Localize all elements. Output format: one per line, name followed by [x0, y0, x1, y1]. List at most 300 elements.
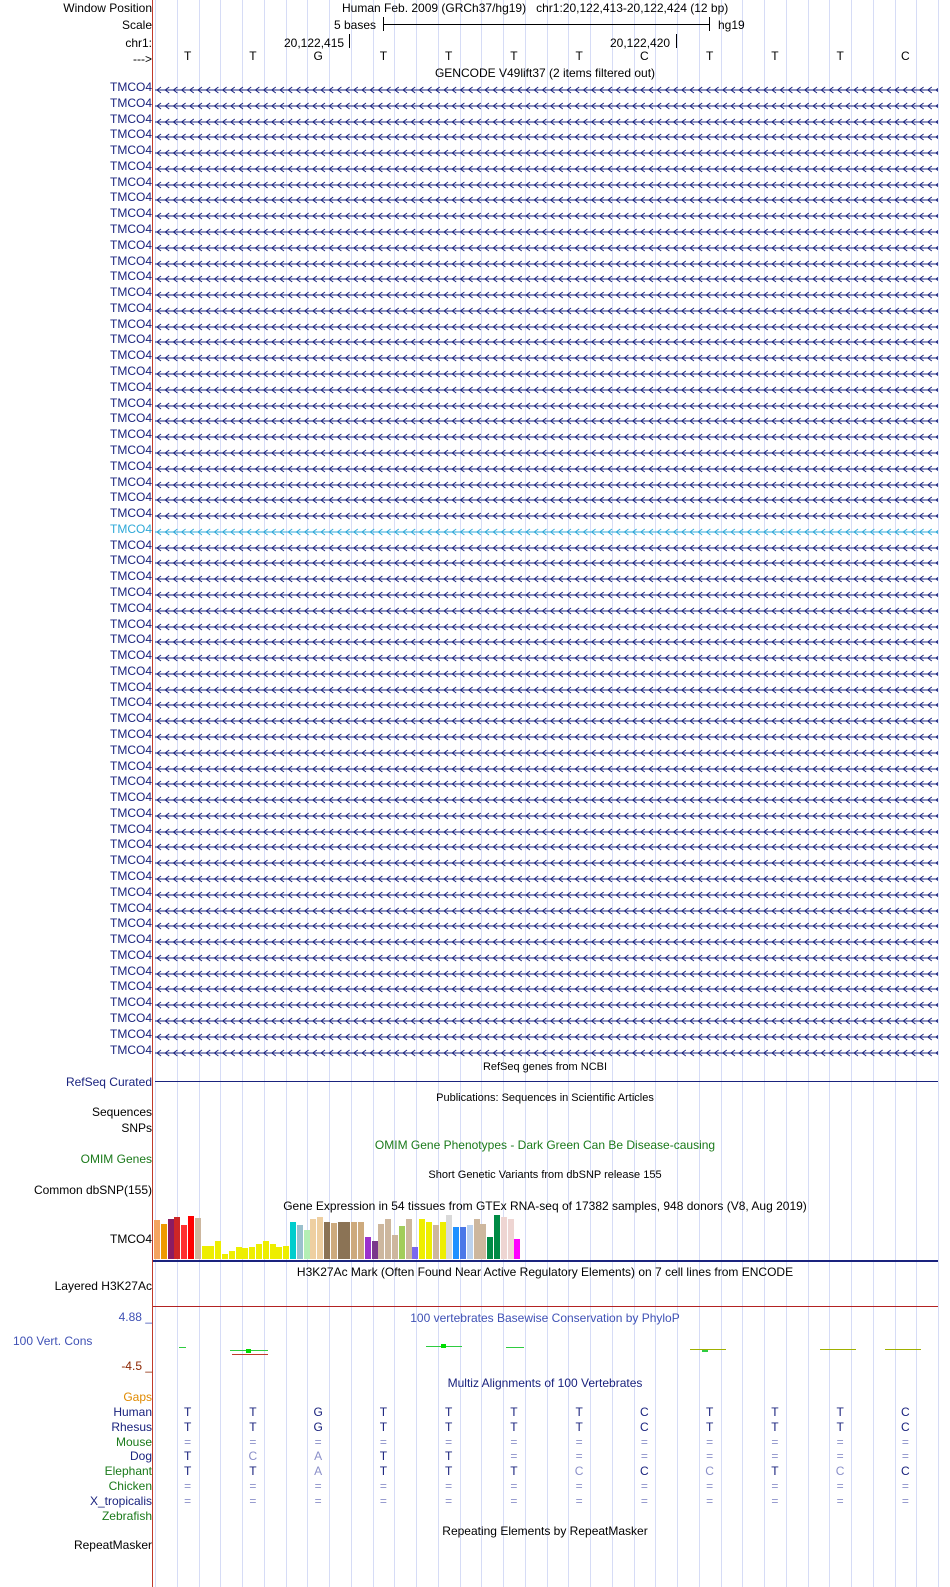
gtex-tissue-bar[interactable]: [412, 1247, 418, 1259]
gencode-transcript[interactable]: [155, 99, 938, 107]
alignment-base: =: [640, 1449, 648, 1464]
dbsnp-label[interactable]: Common dbSNP(155): [33, 1183, 152, 1197]
gencode-transcript[interactable]: [155, 399, 938, 407]
gencode-transcript[interactable]: [155, 635, 938, 643]
gtex-tissue-bar[interactable]: [283, 1246, 289, 1259]
refseq-title: RefSeq genes from NCBI: [482, 1061, 608, 1073]
gtex-tissue-bar[interactable]: [338, 1222, 344, 1259]
gencode-transcript[interactable]: [155, 225, 938, 233]
gencode-gene-label[interactable]: TMCO4: [110, 947, 152, 962]
gtex-tissue-bar[interactable]: [446, 1215, 452, 1259]
gencode-title: GENCODE V49lift37 (2 items filtered out): [434, 66, 656, 80]
gencode-gene-label[interactable]: TMCO4: [110, 174, 152, 189]
h3k27ac-title: H3K27Ac Mark (Often Found Near Active Regulatory Elements) on 7 cell lines from ENCODE: [296, 1265, 794, 1279]
alignment-base: T: [183, 1405, 192, 1419]
alignment-base: T: [444, 1449, 453, 1464]
alignment-base: C: [835, 1464, 845, 1479]
gencode-transcript[interactable]: [155, 888, 938, 896]
base-letter: T: [444, 49, 453, 63]
phylop-max: 4.88 _: [118, 1310, 152, 1324]
alignment-base: T: [379, 1419, 388, 1434]
gencode-gene-label[interactable]: TMCO4: [110, 300, 152, 315]
alignment-base: T: [444, 1419, 453, 1434]
alignment-base: =: [184, 1479, 192, 1493]
gtex-label[interactable]: TMCO4: [110, 1232, 152, 1246]
gtex-tissue-bar[interactable]: [406, 1219, 412, 1259]
gencode-transcript[interactable]: [155, 935, 938, 943]
gencode-gene-label[interactable]: TMCO4: [110, 506, 152, 521]
gencode-transcript[interactable]: [155, 967, 938, 975]
alignment-base: T: [510, 1464, 518, 1479]
species-label[interactable]: Dog: [129, 1449, 152, 1464]
scale-bar-right-tick: [709, 17, 710, 31]
scale-bar: [383, 24, 710, 25]
gencode-gene-label[interactable]: TMCO4: [110, 600, 152, 615]
gencode-transcript[interactable]: [155, 493, 938, 501]
gencode-transcript[interactable]: [155, 1030, 938, 1038]
base-letter: T: [575, 49, 583, 63]
alignment-base: C: [640, 1464, 649, 1479]
gencode-gene-label[interactable]: TMCO4: [110, 553, 152, 568]
alignment-base: T: [510, 1405, 518, 1419]
gtex-tissue-bar[interactable]: [249, 1247, 255, 1259]
gtex-tissue-bar[interactable]: [501, 1217, 507, 1259]
alignment-base: T: [183, 1449, 192, 1464]
gencode-gene-label[interactable]: TMCO4: [110, 884, 152, 899]
scale-bar-left-tick: [383, 17, 384, 31]
gencode-transcript[interactable]: [155, 620, 938, 628]
alignment-base: =: [510, 1479, 518, 1493]
gencode-gene-label[interactable]: TMCO4: [110, 190, 152, 205]
gencode-transcript[interactable]: [155, 1014, 938, 1022]
publications-title: Publications: Sequences in Scientific Articles: [436, 1092, 654, 1104]
phylop-mark: [179, 1347, 186, 1348]
label-separator: [152, 0, 153, 1587]
gencode-transcript[interactable]: [155, 872, 938, 880]
gencode-transcript[interactable]: [155, 762, 938, 770]
gencode-gene-label[interactable]: TMCO4: [110, 995, 152, 1010]
gencode-transcript[interactable]: [155, 83, 938, 91]
gencode-gene-label[interactable]: TMCO4: [110, 427, 152, 442]
gtex-tissue-bar[interactable]: [181, 1225, 187, 1259]
gencode-transcript[interactable]: [155, 951, 938, 959]
gencode-transcript[interactable]: [155, 746, 938, 754]
gencode-transcript[interactable]: [155, 178, 938, 186]
alignment-base: =: [771, 1434, 779, 1449]
gencode-gene-label[interactable]: TMCO4: [110, 158, 152, 173]
gencode-transcript[interactable]: [155, 793, 938, 801]
gencode-gene-label[interactable]: TMCO4: [110, 584, 152, 599]
gencode-gene-label[interactable]: TMCO4: [110, 853, 152, 868]
gtex-tissue-bar[interactable]: [344, 1222, 350, 1259]
alignment-base: T: [575, 1419, 583, 1434]
alignment-base: =: [901, 1434, 909, 1449]
gtex-tissue-bar[interactable]: [208, 1246, 214, 1259]
alignment-base: =: [706, 1493, 714, 1508]
alignment-base: T: [575, 1405, 583, 1419]
repeat-label[interactable]: RepeatMasker: [73, 1538, 152, 1552]
alignment-base: =: [249, 1493, 257, 1508]
alignment-base: T: [249, 1464, 257, 1479]
gtex-tissue-bar[interactable]: [392, 1235, 398, 1259]
gtex-tissue-bar[interactable]: [202, 1246, 208, 1259]
alignment-base: =: [510, 1434, 518, 1449]
gencode-transcript[interactable]: [155, 462, 938, 470]
gencode-gene-label[interactable]: TMCO4: [110, 237, 152, 252]
coord-left-tick: [349, 34, 350, 48]
gencode-transcript[interactable]: [155, 304, 938, 312]
gencode-transcript[interactable]: [155, 904, 938, 912]
db-label: hg19: [718, 18, 745, 32]
gtex-tissue-bar[interactable]: [508, 1219, 514, 1259]
position-header: [342, 1, 728, 15]
gencode-gene-label[interactable]: TMCO4: [110, 916, 152, 931]
gencode-gene-label[interactable]: TMCO4: [110, 569, 152, 584]
gtex-tissue-bar[interactable]: [324, 1222, 330, 1259]
gencode-transcript[interactable]: [155, 777, 938, 785]
gencode-transcript[interactable]: [155, 130, 938, 138]
gencode-gene-label[interactable]: TMCO4: [110, 695, 152, 710]
gencode-gene-label[interactable]: TMCO4: [110, 537, 152, 552]
gencode-transcript[interactable]: [155, 856, 938, 864]
gtex-tissue-bar[interactable]: [174, 1217, 180, 1259]
base-letter: T: [183, 49, 192, 63]
gencode-gene-label[interactable]: TMCO4: [110, 80, 152, 94]
alignment-base: T: [444, 1405, 453, 1419]
gencode-transcript[interactable]: [155, 651, 938, 659]
gtex-tissue-bar[interactable]: [385, 1219, 391, 1259]
alignment-base: T: [249, 1419, 257, 1434]
gencode-gene-label[interactable]: TMCO4: [110, 711, 152, 726]
gencode-gene-label[interactable]: TMCO4: [110, 458, 152, 473]
gtex-tissue-bar[interactable]: [378, 1224, 384, 1259]
gencode-transcript[interactable]: [155, 698, 938, 706]
gencode-gene-label[interactable]: TMCO4: [110, 348, 152, 363]
gtex-tissue-bar[interactable]: [467, 1225, 473, 1259]
alignment-base: =: [184, 1434, 192, 1449]
gencode-gene-label[interactable]: TMCO4: [110, 411, 152, 426]
alignment-base: T: [379, 1405, 388, 1419]
gencode-gene-label[interactable]: TMCO4: [110, 111, 152, 126]
species-label[interactable]: Human: [113, 1405, 152, 1419]
repeat-title: Repeating Elements by RepeatMasker: [442, 1524, 648, 1538]
gencode-gene-label[interactable]: TMCO4: [110, 742, 152, 757]
alignment-base: C: [574, 1464, 584, 1479]
species-label[interactable]: X_tropicalis: [89, 1493, 152, 1508]
gencode-gene-label[interactable]: TMCO4: [110, 616, 152, 631]
gtex-tissue-bar[interactable]: [310, 1219, 316, 1259]
gencode-transcript[interactable]: [155, 525, 938, 533]
gencode-transcript[interactable]: [155, 146, 938, 154]
gtex-tissue-bar[interactable]: [514, 1239, 520, 1259]
gencode-gene-label[interactable]: TMCO4: [110, 869, 152, 883]
gencode-transcript[interactable]: [155, 919, 938, 927]
alignment-base: =: [640, 1493, 648, 1508]
gencode-transcript[interactable]: [155, 335, 938, 343]
window-position-label: Window Position: [63, 1, 152, 15]
gencode-gene-label[interactable]: TMCO4: [110, 521, 152, 536]
gencode-transcript[interactable]: [155, 509, 938, 517]
base-letter: T: [379, 49, 388, 63]
alignment-base: T: [771, 1405, 779, 1419]
gtex-tissue-bar[interactable]: [290, 1222, 296, 1259]
alignment-base: =: [836, 1434, 844, 1449]
alignment-base: =: [836, 1493, 844, 1508]
gencode-transcript[interactable]: [155, 383, 938, 391]
alignment-base: G: [313, 1405, 323, 1419]
alignment-base: =: [575, 1449, 583, 1464]
gtex-tissue-bar[interactable]: [154, 1220, 160, 1259]
gtex-tissue-bar[interactable]: [433, 1225, 439, 1259]
gtex-tissue-bar[interactable]: [188, 1216, 194, 1259]
alignment-base: =: [314, 1434, 322, 1449]
phylop-mark: [690, 1349, 726, 1350]
gencode-gene-label[interactable]: TMCO4: [110, 932, 152, 947]
gencode-transcript[interactable]: [155, 667, 938, 675]
gtex-bar-chart[interactable]: [154, 1214, 534, 1259]
base-letter: C: [901, 49, 910, 63]
gencode-gene-label[interactable]: TMCO4: [110, 679, 152, 694]
gencode-transcript[interactable]: [155, 683, 938, 691]
gencode-transcript[interactable]: [155, 840, 938, 848]
alignment-base: =: [379, 1493, 387, 1508]
alignment-base: =: [575, 1434, 583, 1449]
alignment-base: T: [183, 1419, 192, 1434]
gencode-transcript[interactable]: [155, 809, 938, 817]
alignment-base: =: [836, 1449, 844, 1464]
gencode-gene-label[interactable]: TMCO4: [110, 1026, 152, 1041]
gtex-tissue-bar[interactable]: [419, 1219, 425, 1259]
gencode-transcript[interactable]: [155, 162, 938, 170]
alignment-base: =: [445, 1493, 453, 1508]
gencode-transcript[interactable]: [155, 288, 938, 296]
gtex-tissue-bar[interactable]: [426, 1222, 432, 1259]
alignment-base: =: [901, 1479, 909, 1493]
phylop-mark: [885, 1349, 921, 1350]
scale-label: Scale: [121, 18, 152, 32]
species-label[interactable]: Rhesus: [111, 1419, 152, 1434]
gencode-gene-label[interactable]: TMCO4: [110, 379, 152, 394]
gtex-tissue-bar[interactable]: [365, 1237, 371, 1259]
gtex-tissue-bar[interactable]: [487, 1237, 493, 1259]
alignment-base: =: [640, 1434, 648, 1449]
gencode-transcript[interactable]: [155, 1046, 938, 1054]
gencode-transcript[interactable]: [155, 320, 938, 328]
alignment-base: C: [705, 1464, 714, 1479]
gencode-transcript[interactable]: [155, 998, 938, 1006]
gencode-gene-label[interactable]: TMCO4: [110, 442, 152, 457]
h3k27ac-label[interactable]: Layered H3K27Ac: [54, 1279, 152, 1293]
gencode-gene-label[interactable]: TMCO4: [110, 364, 152, 379]
alignment-base: =: [249, 1479, 257, 1493]
phylop-mark: [246, 1349, 251, 1353]
base-letter: G: [313, 49, 323, 63]
gtex-tissue-bar[interactable]: [276, 1247, 282, 1259]
gencode-gene-label[interactable]: TMCO4: [110, 1042, 152, 1057]
h3k27ac-baseline: [153, 1306, 938, 1307]
gencode-gene-label[interactable]: TMCO4: [110, 222, 152, 237]
gencode-transcript[interactable]: [155, 430, 938, 438]
gencode-gene-label[interactable]: TMCO4: [110, 726, 152, 741]
gencode-gene-label[interactable]: TMCO4: [110, 95, 152, 110]
gtex-tissue-bar[interactable]: [480, 1224, 486, 1259]
gtex-tissue-bar[interactable]: [270, 1244, 276, 1259]
position-text: chr1:20,122,413-20,122,424 (12 bp): [536, 1, 729, 15]
gridline: [938, 0, 939, 1587]
gencode-transcript[interactable]: [155, 572, 938, 580]
gtex-tissue-bar[interactable]: [317, 1217, 323, 1259]
gtex-tissue-bar[interactable]: [161, 1224, 167, 1259]
gtex-tissue-bar[interactable]: [195, 1218, 201, 1259]
alignment-base: =: [314, 1479, 322, 1493]
gencode-transcript[interactable]: [155, 478, 938, 486]
base-letter: T: [249, 49, 257, 63]
alignment-base: T: [705, 1419, 714, 1434]
alignment-base: T: [705, 1405, 714, 1419]
gtex-tissue-bar[interactable]: [399, 1226, 405, 1259]
gaps-label[interactable]: Gaps: [123, 1390, 152, 1404]
gencode-transcript[interactable]: [155, 541, 938, 549]
gencode-transcript[interactable]: [155, 982, 938, 990]
alignment-base: =: [706, 1434, 714, 1449]
alignment-base: =: [706, 1449, 714, 1464]
gtex-tissue-bar[interactable]: [494, 1215, 500, 1259]
gencode-gene-label[interactable]: TMCO4: [110, 285, 152, 300]
phylop-mark: [441, 1344, 446, 1348]
coord-left: 20,122,415: [284, 36, 345, 50]
gencode-gene-label[interactable]: TMCO4: [110, 332, 152, 347]
alignment-base: =: [445, 1479, 453, 1493]
alignment-base: T: [379, 1449, 388, 1464]
gencode-gene-label[interactable]: TMCO4: [110, 900, 152, 915]
gencode-gene-label[interactable]: TMCO4: [110, 316, 152, 331]
gencode-transcript[interactable]: [155, 257, 938, 265]
species-label[interactable]: Mouse: [115, 1434, 152, 1449]
alignment-base: C: [901, 1419, 910, 1434]
gencode-transcript[interactable]: [155, 588, 938, 596]
base-letter: T: [510, 49, 518, 63]
base-letter: T: [705, 49, 714, 63]
gtex-tissue-bar[interactable]: [236, 1247, 242, 1259]
sequences-label[interactable]: Sequences: [91, 1105, 152, 1119]
gencode-transcript[interactable]: [155, 241, 938, 249]
gencode-gene-label[interactable]: TMCO4: [110, 1011, 152, 1026]
gtex-tissue-bar[interactable]: [358, 1222, 364, 1259]
alignment-base: A: [314, 1449, 323, 1464]
gtex-tissue-bar[interactable]: [256, 1244, 262, 1259]
snps-label[interactable]: SNPs: [121, 1121, 152, 1135]
alignment-base: =: [445, 1434, 453, 1449]
gtex-tissue-bar[interactable]: [263, 1241, 269, 1259]
gencode-gene-label[interactable]: TMCO4: [110, 143, 152, 158]
gencode-transcript[interactable]: [155, 351, 938, 359]
alignment-base: G: [313, 1419, 323, 1434]
phylop-mark: [820, 1349, 856, 1350]
gencode-gene-label[interactable]: TMCO4: [110, 821, 152, 836]
gtex-tissue-bar[interactable]: [168, 1219, 174, 1259]
omim-label[interactable]: OMIM Genes: [80, 1152, 152, 1166]
phylop-mark: [702, 1350, 708, 1352]
alignment-base: C: [640, 1405, 649, 1419]
gencode-gene-label[interactable]: TMCO4: [110, 127, 152, 142]
gtex-tissue-bar[interactable]: [215, 1241, 221, 1259]
gencode-gene-label[interactable]: TMCO4: [110, 648, 152, 663]
gencode-gene-label[interactable]: TMCO4: [110, 474, 152, 489]
gencode-gene-label[interactable]: TMCO4: [110, 206, 152, 221]
phylop-label[interactable]: 100 Vert. Cons: [13, 1334, 93, 1348]
gencode-transcript[interactable]: [155, 714, 938, 722]
gencode-gene-label[interactable]: TMCO4: [110, 395, 152, 410]
alignment-base: =: [706, 1479, 714, 1493]
gtex-tissue-bar[interactable]: [229, 1251, 235, 1259]
refseq-label[interactable]: RefSeq Curated: [65, 1075, 152, 1089]
gtex-tissue-bar[interactable]: [304, 1230, 310, 1259]
species-label[interactable]: Chicken: [108, 1479, 152, 1493]
gencode-gene-label[interactable]: TMCO4: [110, 269, 152, 284]
alignment-base: T: [771, 1419, 779, 1434]
gtex-tissue-bar[interactable]: [474, 1219, 480, 1259]
gencode-gene-label[interactable]: TMCO4: [110, 963, 152, 978]
alignment-base: =: [836, 1479, 844, 1493]
omim-title: OMIM Gene Phenotypes - Dark Green Can Be Disease-causing: [374, 1138, 716, 1152]
gencode-transcript[interactable]: [155, 414, 938, 422]
gtex-tissue-bar[interactable]: [460, 1227, 466, 1259]
gtex-title: Gene Expression in 54 tissues from GTEx RNA-seq of 17382 samples, 948 donors (V8, Aug 2019): [283, 1199, 807, 1213]
gencode-transcript[interactable]: [155, 825, 938, 833]
gencode-transcript[interactable]: [155, 115, 938, 123]
gtex-tissue-bar[interactable]: [222, 1254, 228, 1259]
gtex-tissue-bar[interactable]: [242, 1248, 248, 1259]
alignment-base: =: [249, 1434, 257, 1449]
base-letter: T: [836, 49, 844, 63]
gtex-tissue-bar[interactable]: [351, 1222, 357, 1259]
gencode-transcript[interactable]: [155, 446, 938, 454]
alignment-base: =: [771, 1479, 779, 1493]
gencode-transcript[interactable]: [155, 730, 938, 738]
gtex-tissue-bar[interactable]: [440, 1222, 446, 1259]
gencode-gene-label[interactable]: TMCO4: [110, 774, 152, 789]
gencode-gene-label[interactable]: TMCO4: [110, 490, 152, 505]
phylop-min: -4.5 _: [121, 1359, 152, 1373]
gtex-tissue-bar[interactable]: [331, 1223, 337, 1259]
species-label[interactable]: Elephant: [104, 1464, 152, 1479]
gencode-gene-label[interactable]: TMCO4: [110, 979, 152, 994]
strand-label: --->: [133, 52, 152, 66]
gencode-gene-label[interactable]: TMCO4: [110, 253, 152, 268]
gencode-gene-label[interactable]: TMCO4: [110, 790, 152, 805]
gencode-gene-label[interactable]: TMCO4: [110, 632, 152, 647]
gencode-transcript[interactable]: [155, 367, 938, 375]
gencode-transcript[interactable]: [155, 604, 938, 612]
refseq-gene-line[interactable]: [155, 1081, 938, 1082]
gencode-transcript[interactable]: [155, 272, 938, 280]
gtex-tissue-bar[interactable]: [453, 1227, 459, 1259]
gencode-gene-label[interactable]: TMCO4: [110, 758, 152, 773]
gtex-tissue-bar[interactable]: [372, 1241, 378, 1259]
gencode-transcript[interactable]: [155, 209, 938, 217]
gencode-gene-label[interactable]: TMCO4: [110, 837, 152, 852]
alignment-base: =: [379, 1479, 387, 1493]
gencode-gene-label[interactable]: TMCO4: [110, 805, 152, 820]
gencode-transcript[interactable]: [155, 193, 938, 201]
gencode-gene-label[interactable]: TMCO4: [110, 663, 152, 678]
gencode-transcript[interactable]: [155, 556, 938, 564]
species-label[interactable]: Zebrafish: [101, 1508, 152, 1523]
alignment-base: =: [771, 1493, 779, 1508]
gtex-tissue-bar[interactable]: [297, 1225, 303, 1259]
alignment-base: T: [510, 1419, 518, 1434]
alignment-base: =: [379, 1434, 387, 1449]
